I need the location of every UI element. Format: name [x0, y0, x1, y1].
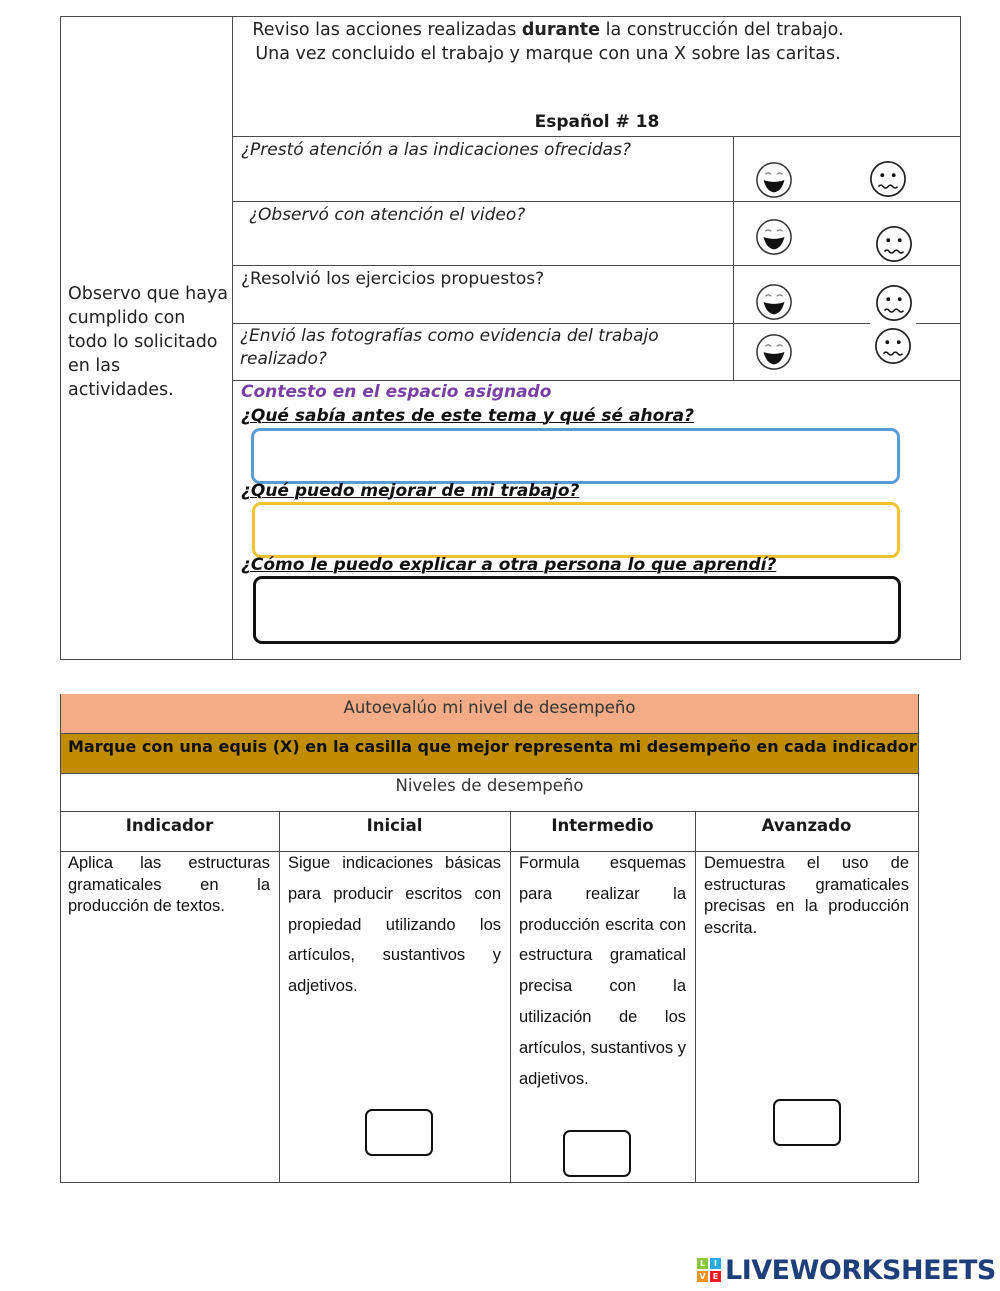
column-header-inicial: Inicial: [366, 816, 423, 835]
intermedio-cell: Formula esquemas para realizar la producción escrita con estructura gramatical precisa con la utilización de los artículos, sustantivos y adjetivos.: [519, 854, 686, 1088]
answer-field-3[interactable]: [253, 576, 901, 644]
levels-heading: Niveles de desempeño: [395, 776, 584, 795]
table-border: [918, 694, 919, 1183]
indicator-cell: Aplica las estructuras gramaticales en la producción de textos.: [68, 854, 270, 915]
liveworksheets-logo: [697, 1254, 996, 1286]
avanzado-cell: Demuestra el uso de estructuras gramaticales precisas en la producción escrita.: [704, 854, 909, 937]
laughing-face-icon[interactable]: [755, 218, 793, 256]
logo-text: LIVEWORKSHEETS: [725, 1254, 996, 1286]
answer-field-1[interactable]: [251, 428, 900, 484]
answer-field-2[interactable]: [252, 502, 900, 558]
row-divider: [232, 265, 961, 266]
column-header-intermedio: Intermedio: [551, 816, 654, 835]
table-border: [960, 16, 961, 660]
row-divider: [232, 380, 961, 381]
prompt-label-2: ¿Qué puedo mejorar de mi trabajo?: [241, 481, 580, 501]
worried-face-icon[interactable]: [874, 327, 912, 365]
question-2: ¿Observó con atención el video?: [249, 205, 526, 225]
checkbox-intermedio[interactable]: [563, 1130, 631, 1177]
column-divider: [733, 136, 734, 381]
laughing-face-icon[interactable]: [755, 283, 793, 321]
laughing-face-icon[interactable]: [755, 161, 793, 199]
column-header-avanzado: Avanzado: [761, 816, 852, 835]
row-divider: [60, 773, 919, 774]
inicial-cell: Sigue indicaciones básicas para producir escritos con propiedad utilizando los artículos, sustantivos y adjetivos.: [288, 854, 501, 996]
row-divider: [232, 201, 961, 202]
logo-mark-icon: L I V E: [697, 1258, 721, 1282]
column-divider: [510, 811, 511, 1183]
assessment-instruction: Marque con una equis (X) en la casilla que mejor representa mi desempeño en cada indicador: [60, 733, 919, 773]
worried-face-icon[interactable]: [875, 225, 913, 263]
worried-face-icon[interactable]: [869, 160, 907, 198]
question-4: ¿Envió las fotografías como evidencia del trabajo realizado?: [240, 326, 659, 369]
criteria-label: Observo que haya cumplido con todo lo solicitado en las actividades.: [68, 284, 229, 400]
table-border: [232, 16, 233, 660]
assessment-title: Autoevalúo mi nivel de desempeño: [60, 694, 919, 733]
column-header-indicador: Indicador: [125, 816, 214, 835]
prompt-label-3: ¿Cómo le puedo explicar a otra persona lo que aprendí?: [241, 555, 777, 575]
checkbox-inicial[interactable]: [365, 1109, 433, 1156]
table-border: [60, 16, 961, 17]
checkbox-avanzado[interactable]: [773, 1099, 841, 1146]
laughing-face-icon[interactable]: [755, 333, 793, 371]
table-border: [60, 1182, 919, 1183]
worried-face-icon[interactable]: [875, 284, 913, 322]
row-divider: [232, 323, 870, 324]
worksheet-title: Español # 18: [534, 112, 660, 132]
question-3: ¿Resolvió los ejercicios propuestos?: [241, 269, 545, 289]
table-border: [60, 16, 61, 660]
column-divider: [279, 811, 280, 1183]
prompt-label-1: ¿Qué sabía antes de este tema y qué sé ahora?: [241, 406, 694, 426]
table-border: [60, 694, 61, 1183]
question-1: ¿Prestó atención a las indicaciones ofrecidas?: [241, 140, 631, 160]
table-border: [60, 659, 961, 660]
instructions-text: Reviso las acciones realizadas durante la construcción del trabajo. Una vez concluido el trabajo y marque con una X sobre las caritas.: [252, 20, 844, 64]
row-divider: [232, 136, 961, 137]
row-divider: [60, 733, 919, 734]
row-divider: [916, 323, 961, 324]
column-divider: [695, 811, 696, 1183]
answer-section-heading: Contesto en el espacio asignado: [241, 382, 552, 402]
